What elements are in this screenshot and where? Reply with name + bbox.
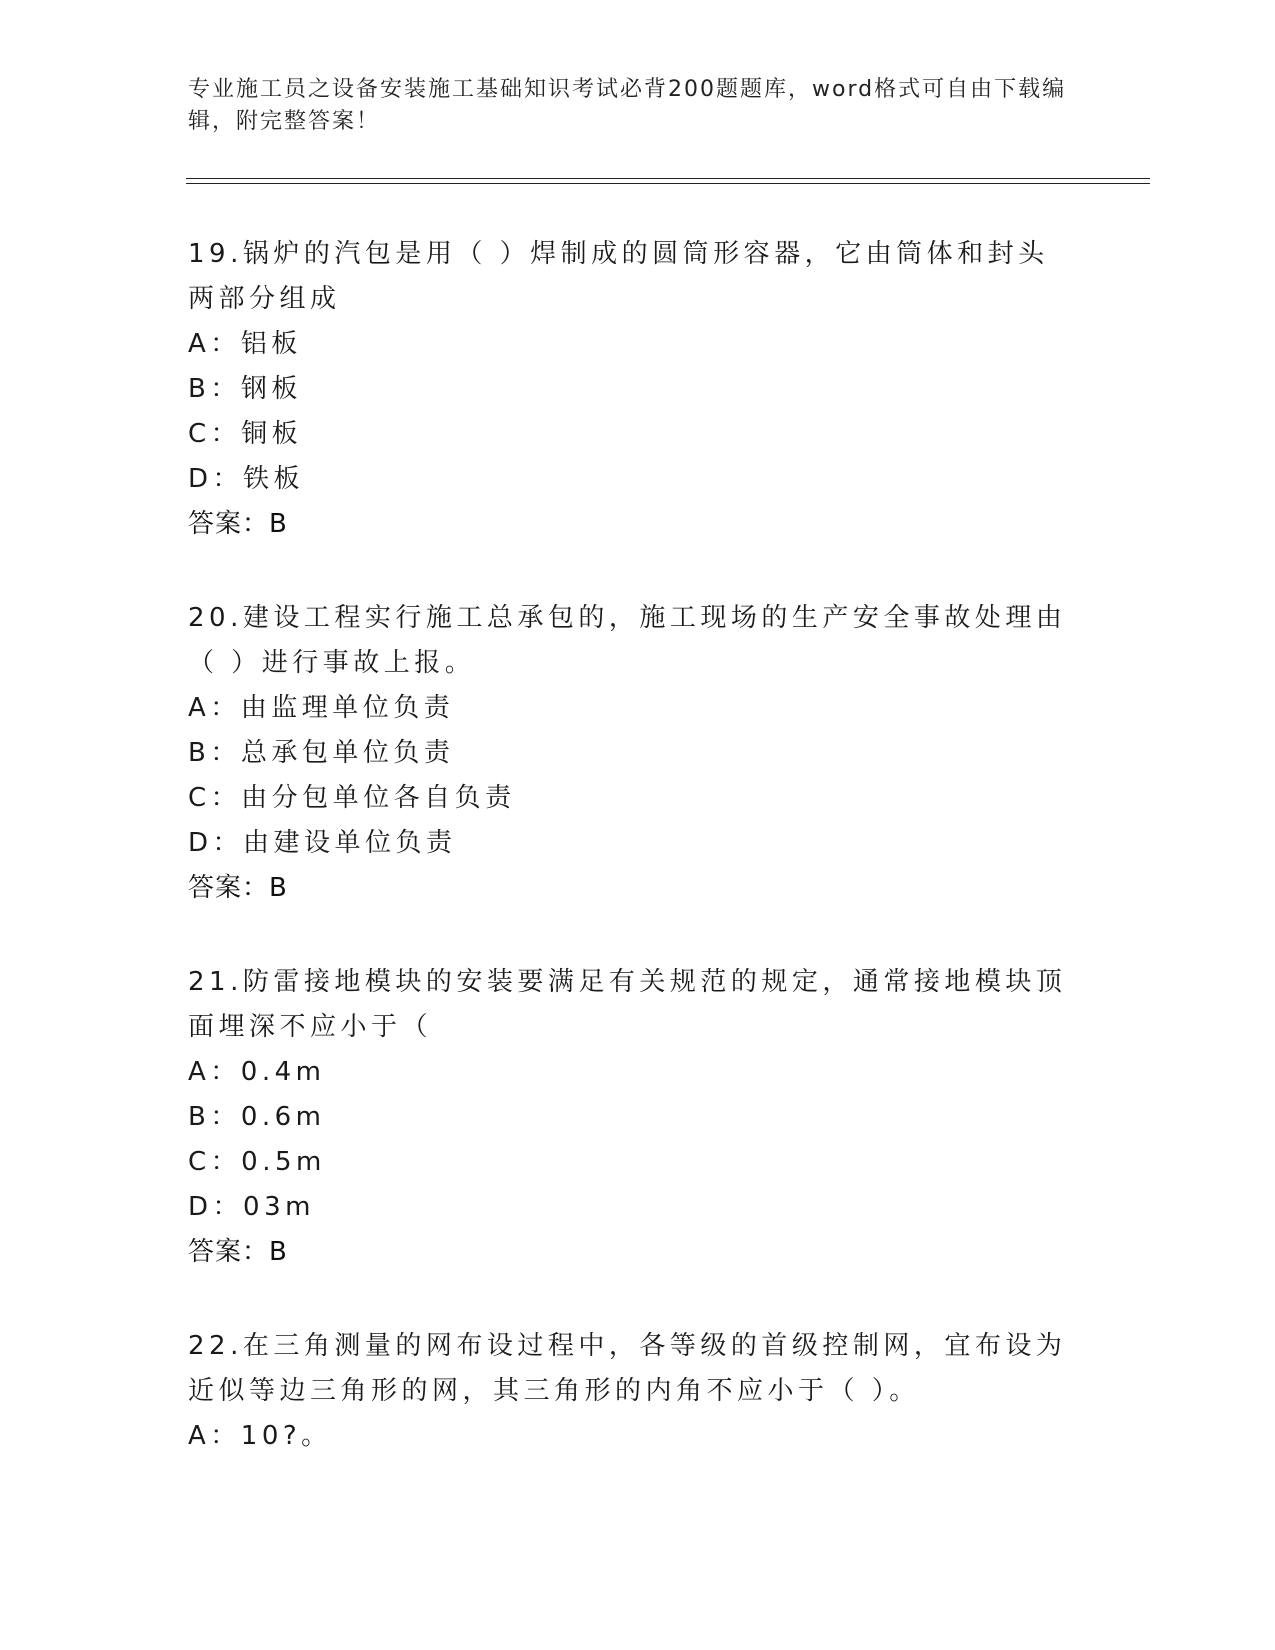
answer: 答案：B — [188, 873, 288, 903]
question-stem: 19.锅炉的汽包是用（ ）焊制成的圆筒形容器，它由筒体和封头两部分组成 — [188, 239, 1049, 314]
answer: 答案：B — [188, 1237, 288, 1267]
question-20 — [188, 596, 1078, 911]
question-stem: 20.建设工程实行施工总承包的，施工现场的生产安全事故处理由（ ）进行事故上报。 — [188, 603, 1067, 678]
answer: 答案：B — [188, 509, 288, 539]
option-a: A：铝板 — [188, 329, 302, 359]
option-d: D：铁板 — [188, 464, 305, 494]
question-19 — [188, 232, 1078, 547]
option-b: B：钢板 — [188, 374, 302, 404]
option-c: C：由分包单位各自负责 — [188, 783, 516, 813]
option-b: B：0.6m — [188, 1102, 326, 1132]
option-b: B：总承包单位负责 — [188, 738, 455, 768]
option-c: C：铜板 — [188, 419, 303, 449]
option-d: D：由建设单位负责 — [188, 828, 457, 858]
document-header: 专业施工员之设备安装施工基础知识考试必背200题题库，word格式可自由下载编辑，附完整答案！ — [188, 77, 1067, 134]
header-divider-top — [186, 178, 1150, 179]
option-c: C：0.5m — [188, 1147, 326, 1177]
question-22 — [188, 1324, 1078, 1459]
question-stem: 21.防雷接地模块的安装要满足有关规范的规定，通常接地模块顶面埋深不应小于（ — [188, 967, 1067, 1042]
question-stem: 22.在三角测量的网布设过程中，各等级的首级控制网，宜布设为近似等边三角形的网，其三角形的内角不应小于（ ）。 — [188, 1331, 1067, 1406]
option-a: A：由监理单位负责 — [188, 693, 455, 723]
header-divider-bottom — [186, 183, 1150, 184]
option-a: A：0.4m — [188, 1057, 326, 1087]
option-d: D：03m — [188, 1192, 315, 1222]
option-a: A：10?。 — [188, 1421, 332, 1451]
question-21 — [188, 960, 1078, 1275]
